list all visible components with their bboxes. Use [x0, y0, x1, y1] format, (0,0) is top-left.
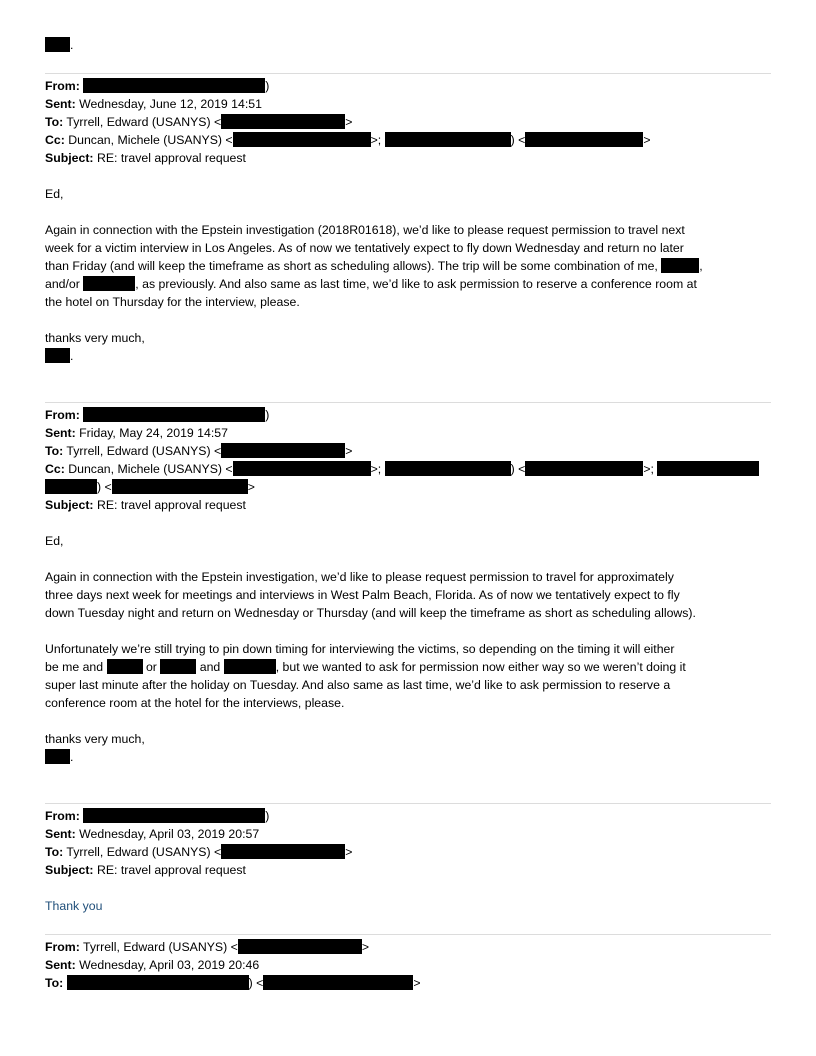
email2-body-line: down Tuesday night and return on Wednesday or Thursday (and will keep the timeframe as short as scheduling allows).	[45, 606, 696, 620]
email2-body-line: super last minute after the holiday on Tuesday. And also same as last time, we’d like to ask permission to reserve a	[45, 678, 671, 692]
redaction-box	[233, 461, 371, 476]
email1-body-line: and/or , as previously. And also same as last time, we’d like to ask permission to reserve a conference room at	[45, 277, 697, 291]
redaction-box	[45, 37, 70, 52]
redaction-box	[83, 276, 135, 291]
redaction-box	[385, 132, 511, 147]
divider	[45, 402, 771, 403]
email2-body-line: Again in connection with the Epstein investigation, we’d like to please request permission to travel for approximately	[45, 570, 674, 584]
email2-from: From: )	[45, 408, 270, 422]
email3-subject: Subject: RE: travel approval request	[45, 863, 246, 877]
email2-to: To: Tyrrell, Edward (USANYS) < >	[45, 444, 353, 458]
email2-sent: Sent: Friday, May 24, 2019 14:57	[45, 426, 228, 440]
email4-to: To: ) < >	[45, 976, 421, 990]
email3-to: To: Tyrrell, Edward (USANYS) < >	[45, 845, 353, 859]
redaction-box	[221, 443, 345, 458]
email1-greeting: Ed,	[45, 187, 64, 201]
redaction-box	[112, 479, 248, 494]
email1-sent: Sent: Wednesday, June 12, 2019 14:51	[45, 97, 262, 111]
email2-body-line: three days next week for meetings and interviews in West Palm Beach, Florida. As of now we tentatively expect to fly	[45, 588, 680, 602]
email1-signoff: thanks very much,	[45, 331, 145, 345]
email1-from: From: )	[45, 79, 270, 93]
redaction-box	[525, 461, 643, 476]
redaction-box	[45, 479, 97, 494]
divider	[45, 803, 771, 804]
email1-body-line: than Friday (and will keep the timeframe as short as scheduling allows). The trip will be some combination of me, ,	[45, 259, 703, 273]
redaction-box	[661, 258, 699, 273]
divider	[45, 73, 771, 74]
email1-body-line: week for a victim interview in Los Angeles. As of now we tentatively expect to fly down Wednesday and return no later	[45, 241, 684, 255]
redaction-box	[233, 132, 371, 147]
redaction-box	[657, 461, 759, 476]
email2-cc: Cc: Duncan, Michele (USANYS) < >; ) < >;	[45, 460, 759, 478]
redaction-box	[67, 975, 249, 990]
email3-sent: Sent: Wednesday, April 03, 2019 20:57	[45, 827, 260, 841]
redaction-box	[107, 659, 143, 674]
email1-subject: Subject: RE: travel approval request	[45, 151, 246, 165]
email2-cc-cont: ) < >	[45, 478, 255, 496]
top-signature: .	[45, 36, 73, 54]
email2-signoff: thanks very much,	[45, 732, 145, 746]
email2-body-line: conference room at the hotel for the interviews, please.	[45, 696, 345, 710]
redaction-box	[221, 844, 345, 859]
redaction-box	[224, 659, 276, 674]
email1-body-line: the hotel on Thursday for the interview, please.	[45, 295, 300, 309]
redaction-box	[83, 407, 265, 422]
redaction-box	[238, 939, 362, 954]
redaction-box	[525, 132, 643, 147]
email3-reply: Thank you	[45, 899, 103, 913]
email2-signature: .	[45, 748, 73, 766]
redaction-box	[385, 461, 511, 476]
email1-body-line: Again in connection with the Epstein investigation (2018R01618), we’d like to please request permission to travel next	[45, 223, 685, 237]
email2-subject: Subject: RE: travel approval request	[45, 498, 246, 512]
email1-signature: .	[45, 347, 73, 365]
redaction-box	[221, 114, 345, 129]
redaction-box	[263, 975, 413, 990]
email1-to: To: Tyrrell, Edward (USANYS) < >	[45, 115, 353, 129]
email3-from: From: )	[45, 809, 270, 823]
email4-sent: Sent: Wednesday, April 03, 2019 20:46	[45, 958, 260, 972]
divider	[45, 934, 771, 935]
redaction-box	[45, 749, 70, 764]
email2-greeting: Ed,	[45, 534, 64, 548]
redaction-box	[83, 808, 265, 823]
email1-cc: Cc: Duncan, Michele (USANYS) < >; ) < >	[45, 133, 651, 147]
redaction-box	[45, 348, 70, 363]
redaction-box	[83, 78, 265, 93]
redaction-box	[160, 659, 196, 674]
email4-from: From: Tyrrell, Edward (USANYS) < >	[45, 940, 370, 954]
email2-body-line: be me and or and , but we wanted to ask for permission now either way so we weren’t doing it	[45, 660, 686, 674]
email2-body-line: Unfortunately we’re still trying to pin down timing for interviewing the victims, so depending on the timing it will either	[45, 642, 675, 656]
